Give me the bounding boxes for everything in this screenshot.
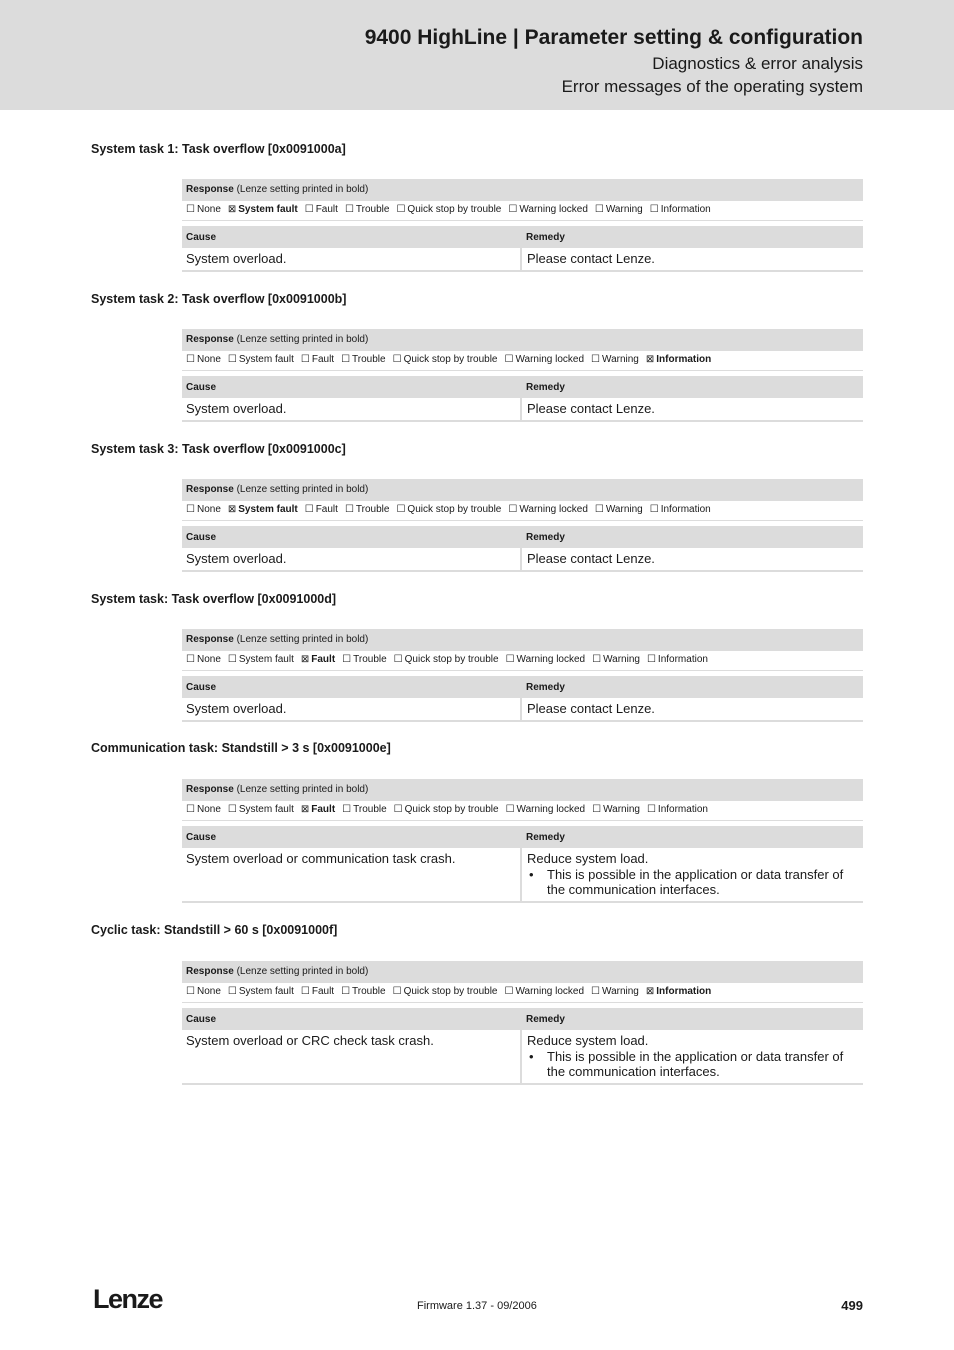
response-option-label: System fault	[238, 204, 298, 215]
unchecked-box-icon: ☐	[186, 354, 195, 365]
response-option	[228, 801, 294, 819]
response-option-label: Information	[660, 504, 711, 515]
remedy-bullet-text: This is possible in the application or data transfer of the communication interfaces.	[547, 867, 844, 897]
checked-box-icon: ⊠	[300, 804, 310, 815]
cause-column-header: Cause	[186, 682, 217, 693]
response-header	[182, 179, 863, 201]
response-option	[342, 651, 387, 669]
unchecked-box-icon: ☐	[592, 804, 602, 815]
checked-box-icon: ⊠	[227, 204, 237, 215]
response-option-label: System fault	[238, 804, 294, 815]
response-option	[595, 201, 643, 219]
error-table	[182, 479, 863, 572]
response-header	[182, 961, 863, 983]
unchecked-box-icon: ☐	[342, 804, 352, 815]
response-note: (Lenze setting printed in bold)	[236, 966, 369, 977]
response-option	[301, 651, 335, 669]
response-option	[341, 983, 386, 1001]
unchecked-box-icon: ☐	[300, 986, 310, 997]
response-option	[394, 651, 499, 669]
response-option-label: Trouble	[353, 654, 387, 665]
remedy-column-header: Remedy	[526, 1014, 565, 1025]
response-option-label: Fault	[315, 204, 338, 215]
unchecked-box-icon: ☐	[649, 504, 659, 515]
response-option	[186, 201, 221, 219]
response-note: (Lenze setting printed in bold)	[236, 334, 369, 345]
unchecked-box-icon: ☐	[342, 654, 352, 665]
response-option-label: System fault	[238, 354, 294, 365]
unchecked-box-icon: ☐	[646, 654, 656, 665]
checked-box-icon: ⊠	[300, 654, 310, 665]
response-option-label: Trouble	[355, 204, 390, 215]
response-option-label: Fault	[315, 504, 338, 515]
cause-remedy-header	[182, 1008, 863, 1030]
response-option	[396, 501, 501, 519]
response-option	[647, 801, 708, 819]
unchecked-box-icon: ☐	[227, 654, 237, 665]
response-header	[182, 479, 863, 501]
response-option-label: Warning	[602, 986, 639, 997]
response-option-label: Trouble	[355, 504, 390, 515]
section-title: Error messages of the operating system	[561, 77, 863, 96]
cause-remedy-header	[182, 526, 863, 548]
remedy-cell	[522, 398, 863, 420]
unchecked-box-icon: ☐	[396, 204, 406, 215]
remedy-text: Please contact Lenze.	[527, 551, 655, 566]
response-option	[345, 201, 390, 219]
firmware-version: Firmware 1.37 - 09/2006	[417, 1300, 537, 1312]
unchecked-box-icon: ☐	[341, 354, 351, 365]
response-option-label: Warning locked	[516, 804, 586, 815]
response-label: Response	[186, 184, 234, 195]
cause-column-header: Cause	[186, 382, 217, 393]
response-option	[393, 351, 498, 369]
response-option	[592, 651, 640, 669]
remedy-bullet	[527, 1049, 859, 1079]
unchecked-box-icon: ☐	[392, 354, 402, 365]
response-option-label: Quick stop by trouble	[404, 804, 499, 815]
response-option-label: Information	[657, 804, 708, 815]
unchecked-box-icon: ☐	[344, 504, 354, 515]
response-options	[182, 351, 863, 371]
unchecked-box-icon: ☐	[592, 654, 602, 665]
response-option-label: None	[196, 654, 221, 665]
response-option-label: Information	[660, 204, 711, 215]
response-option-label: Warning locked	[519, 204, 588, 215]
response-option	[591, 351, 639, 369]
response-option-label: None	[196, 354, 221, 365]
response-option	[228, 651, 294, 669]
remedy-cell	[522, 848, 863, 901]
response-option	[393, 983, 498, 1001]
response-option-label: Information	[657, 654, 708, 665]
response-option-label: Fault	[311, 654, 336, 665]
error-table	[182, 179, 863, 272]
response-label: Response	[186, 334, 234, 345]
cause-column-header: Cause	[186, 232, 217, 243]
response-option	[341, 351, 386, 369]
unchecked-box-icon: ☐	[505, 804, 515, 815]
cause-remedy-row	[182, 548, 863, 572]
response-option-label: Information	[656, 354, 712, 365]
response-note: (Lenze setting printed in bold)	[236, 184, 369, 195]
response-option	[305, 501, 338, 519]
response-note: (Lenze setting printed in bold)	[236, 484, 369, 495]
page-header	[0, 0, 954, 110]
unchecked-box-icon: ☐	[304, 204, 314, 215]
remedy-column-header: Remedy	[526, 532, 565, 543]
response-option-label: None	[196, 986, 221, 997]
response-option-label: Quick stop by trouble	[404, 654, 499, 665]
remedy-cell	[522, 1030, 863, 1083]
response-option	[505, 351, 585, 369]
error-heading: System task 1: Task overflow [0x0091000a]	[91, 142, 346, 156]
remedy-text: Please contact Lenze.	[527, 701, 655, 716]
unchecked-box-icon: ☐	[649, 204, 659, 215]
response-option	[396, 201, 501, 219]
response-option-label: Trouble	[353, 804, 387, 815]
response-note: (Lenze setting printed in bold)	[236, 634, 369, 645]
unchecked-box-icon: ☐	[227, 354, 237, 365]
response-note: (Lenze setting printed in bold)	[236, 784, 369, 795]
response-option-label: System fault	[238, 986, 294, 997]
response-option-label: Warning locked	[519, 504, 588, 515]
response-option-label: Information	[656, 986, 712, 997]
unchecked-box-icon: ☐	[227, 804, 237, 815]
response-option-label: Warning locked	[515, 354, 585, 365]
cause-cell: System overload or CRC check task crash.	[182, 1030, 522, 1083]
error-table	[182, 329, 863, 422]
response-option	[228, 351, 294, 369]
response-option-label: Fault	[311, 354, 335, 365]
cause-column-header: Cause	[186, 1014, 217, 1025]
response-option-label: Quick stop by trouble	[403, 986, 498, 997]
response-option-label: Warning	[602, 354, 639, 365]
response-option-label: Warning locked	[516, 654, 586, 665]
cause-remedy-row	[182, 1030, 863, 1085]
cause-cell: System overload.	[182, 248, 522, 270]
unchecked-box-icon: ☐	[227, 986, 237, 997]
unchecked-box-icon: ☐	[396, 504, 406, 515]
chapter-title: Diagnostics & error analysis	[652, 54, 863, 73]
response-option-label: Quick stop by trouble	[407, 504, 502, 515]
response-option	[505, 983, 585, 1001]
response-option-label: Trouble	[352, 354, 386, 365]
response-option	[228, 983, 294, 1001]
response-option	[592, 801, 640, 819]
unchecked-box-icon: ☐	[504, 354, 514, 365]
cause-cell: System overload or communication task crash.	[182, 848, 522, 901]
remedy-column-header: Remedy	[526, 382, 565, 393]
cause-remedy-header	[182, 826, 863, 848]
response-option	[650, 201, 711, 219]
response-options	[182, 801, 863, 821]
remedy-bullet	[527, 867, 859, 897]
cause-remedy-header	[182, 676, 863, 698]
cause-column-header: Cause	[186, 532, 217, 543]
response-label: Response	[186, 634, 234, 645]
unchecked-box-icon: ☐	[186, 654, 195, 665]
response-option	[394, 801, 499, 819]
checked-box-icon: ⊠	[645, 986, 655, 997]
response-option-label: System fault	[238, 654, 294, 665]
cause-remedy-row	[182, 398, 863, 422]
remedy-bullet-text: This is possible in the application or data transfer of the communication interfaces.	[547, 1049, 844, 1079]
unchecked-box-icon: ☐	[186, 804, 195, 815]
response-option	[591, 983, 639, 1001]
cause-cell: System overload.	[182, 698, 522, 720]
error-heading: System task: Task overflow [0x0091000d]	[91, 592, 337, 606]
response-option-label: Trouble	[352, 986, 386, 997]
response-option	[647, 651, 708, 669]
response-label: Response	[186, 484, 234, 495]
unchecked-box-icon: ☐	[393, 804, 403, 815]
error-heading: System task 2: Task overflow [0x0091000b]	[91, 292, 347, 306]
response-label: Response	[186, 966, 234, 977]
response-options	[182, 201, 863, 221]
response-option-label: None	[196, 504, 221, 515]
cause-remedy-header	[182, 376, 863, 398]
response-option-label: System fault	[238, 504, 298, 515]
unchecked-box-icon: ☐	[393, 654, 403, 665]
unchecked-box-icon: ☐	[186, 204, 195, 215]
remedy-column-header: Remedy	[526, 682, 565, 693]
cause-remedy-header	[182, 226, 863, 248]
unchecked-box-icon: ☐	[341, 986, 351, 997]
lenze-logo: Lenze	[93, 1284, 163, 1314]
remedy-cell	[522, 548, 863, 570]
unchecked-box-icon: ☐	[594, 504, 604, 515]
response-option	[345, 501, 390, 519]
checked-box-icon: ⊠	[227, 504, 237, 515]
response-header	[182, 779, 863, 801]
unchecked-box-icon: ☐	[344, 204, 354, 215]
response-option-label: Fault	[311, 986, 335, 997]
response-option	[186, 351, 221, 369]
error-heading: System task 3: Task overflow [0x0091000c]	[91, 442, 346, 456]
response-option-label: Warning	[603, 654, 640, 665]
response-option	[506, 651, 586, 669]
unchecked-box-icon: ☐	[504, 986, 514, 997]
unchecked-box-icon: ☐	[392, 986, 402, 997]
unchecked-box-icon: ☐	[300, 354, 310, 365]
page-number: 499	[841, 1298, 863, 1313]
unchecked-box-icon: ☐	[508, 204, 518, 215]
cause-remedy-row	[182, 248, 863, 272]
unchecked-box-icon: ☐	[646, 804, 656, 815]
response-option-label: Warning	[605, 504, 643, 515]
unchecked-box-icon: ☐	[591, 986, 600, 997]
response-options	[182, 501, 863, 521]
cause-cell: System overload.	[182, 398, 522, 420]
response-option-label: Warning locked	[515, 986, 585, 997]
response-option	[305, 201, 338, 219]
response-option	[646, 983, 711, 1001]
response-options	[182, 651, 863, 671]
response-option	[186, 983, 221, 1001]
remedy-text: Reduce system load.	[527, 1033, 649, 1048]
response-option	[228, 501, 298, 519]
unchecked-box-icon: ☐	[508, 504, 518, 515]
remedy-text: Please contact Lenze.	[527, 251, 655, 266]
unchecked-box-icon: ☐	[594, 204, 604, 215]
cause-column-header: Cause	[186, 832, 217, 843]
unchecked-box-icon: ☐	[186, 986, 195, 997]
response-option	[342, 801, 387, 819]
response-header	[182, 329, 863, 351]
response-label: Response	[186, 784, 234, 795]
response-option-label: Fault	[311, 804, 336, 815]
response-option-label: Warning	[605, 204, 643, 215]
response-option-label: Warning	[603, 804, 640, 815]
response-option	[506, 801, 586, 819]
response-option	[646, 351, 711, 369]
bullet-icon: •	[529, 1049, 534, 1064]
unchecked-box-icon: ☐	[505, 654, 515, 665]
remedy-text: Reduce system load.	[527, 851, 649, 866]
remedy-cell	[522, 248, 863, 270]
checked-box-icon: ⊠	[645, 354, 655, 365]
response-option	[301, 801, 335, 819]
response-option-label: Quick stop by trouble	[403, 354, 498, 365]
response-option-label: Quick stop by trouble	[407, 204, 502, 215]
cause-cell: System overload.	[182, 548, 522, 570]
response-option	[301, 983, 334, 1001]
response-option	[508, 201, 588, 219]
response-option	[650, 501, 711, 519]
unchecked-box-icon: ☐	[304, 504, 314, 515]
response-option-label: None	[196, 204, 221, 215]
response-option	[186, 651, 221, 669]
response-option	[228, 201, 298, 219]
error-table	[182, 629, 863, 722]
error-heading: Cyclic task: Standstill > 60 s [0x0091000f]	[91, 923, 338, 937]
cause-remedy-row	[182, 848, 863, 903]
bullet-icon: •	[529, 867, 534, 882]
unchecked-box-icon: ☐	[186, 504, 195, 515]
error-table	[182, 779, 863, 903]
response-option	[595, 501, 643, 519]
remedy-column-header: Remedy	[526, 232, 565, 243]
response-options	[182, 983, 863, 1003]
response-option	[508, 501, 588, 519]
remedy-cell	[522, 698, 863, 720]
remedy-text: Please contact Lenze.	[527, 401, 655, 416]
error-heading: Communication task: Standstill > 3 s [0x0091000e]	[91, 741, 391, 755]
response-option	[186, 501, 221, 519]
unchecked-box-icon: ☐	[591, 354, 600, 365]
cause-remedy-row	[182, 698, 863, 722]
error-table	[182, 961, 863, 1085]
response-option-label: None	[196, 804, 221, 815]
remedy-column-header: Remedy	[526, 832, 565, 843]
response-option	[301, 351, 334, 369]
response-header	[182, 629, 863, 651]
document-title: 9400 HighLine | Parameter setting & configuration	[364, 26, 863, 49]
response-option	[186, 801, 221, 819]
